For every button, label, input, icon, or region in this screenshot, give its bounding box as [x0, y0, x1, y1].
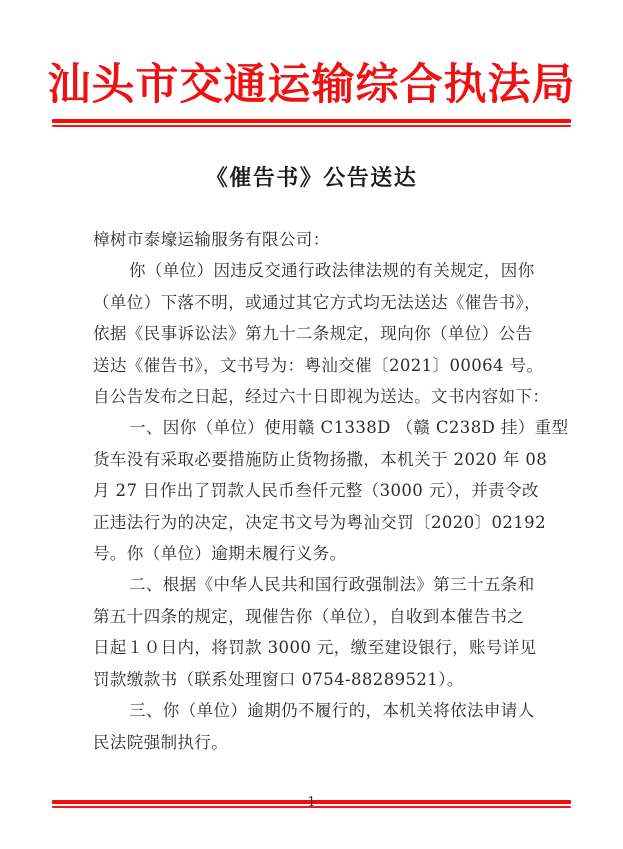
- addressee-line: 樟树市泰壕运输服务有限公司：: [93, 230, 330, 249]
- issuing-authority-title: 汕头市交通运输综合执法局: [47, 60, 576, 110]
- body-line: 三、你（单位）逾期仍不履行的，本机关将依法申请人: [129, 701, 535, 721]
- paragraph-item-two: [93, 569, 540, 695]
- body-line: 货车没有采取必要措施防止货物扬撒，本机关于 2020 年 08: [93, 449, 548, 469]
- masthead-rule-thick: [52, 119, 571, 123]
- body-line: 罚款缴款书（联系处理窗口 0754-88289521）。: [93, 669, 464, 689]
- paragraph-intro: [93, 255, 550, 412]
- body-line: 你（单位）因违反交通行政法律法规的有关规定，因你: [129, 261, 535, 281]
- masthead-divider: [52, 119, 571, 127]
- body-line: 第五十四条的规定，现催告你（单位），自收到本催告书之: [93, 606, 525, 626]
- body-line: 民法院强制执行。: [93, 732, 229, 752]
- body-line: 日起１０日内，将罚款 3000 元，缴至建设银行，账号详见: [93, 638, 537, 658]
- masthead-rule-thin: [52, 125, 571, 127]
- paragraph-item-one: [93, 412, 569, 569]
- body-line: 自公告发布之日起，经过六十日即视为送达。文书内容如下：: [93, 387, 550, 407]
- body-line: 二、根据《中华人民共和国行政强制法》第三十五条和: [129, 575, 535, 595]
- body-line: 依据《民事诉讼法》第九十二条规定，现向你（单位）公告: [93, 324, 533, 344]
- document-body: [93, 224, 569, 758]
- paragraph-item-three: [93, 695, 540, 758]
- body-line: 正违法行为的决定，决定书文号为粤汕交罚〔2020〕02192: [93, 512, 546, 532]
- masthead: [0, 56, 623, 114]
- page-number: 1: [307, 795, 316, 810]
- body-line: 号。你（单位）逾期未履行义务。: [93, 544, 347, 564]
- document-title: 《催告书》公告送达: [205, 166, 418, 191]
- body-line: 月 27 日作出了罚款人民币叁仟元整（3000 元），并责令改: [93, 481, 539, 501]
- body-line: （单位）下落不明，或通过其它方式均无法送达《催告书》，: [93, 292, 542, 312]
- body-line: 送达《催告书》，文书号为：粤汕交催〔2021〕00064 号。: [93, 355, 544, 375]
- body-line: 一、因你（单位）使用赣 C1338D （赣 C238D 挂）重型: [129, 418, 569, 438]
